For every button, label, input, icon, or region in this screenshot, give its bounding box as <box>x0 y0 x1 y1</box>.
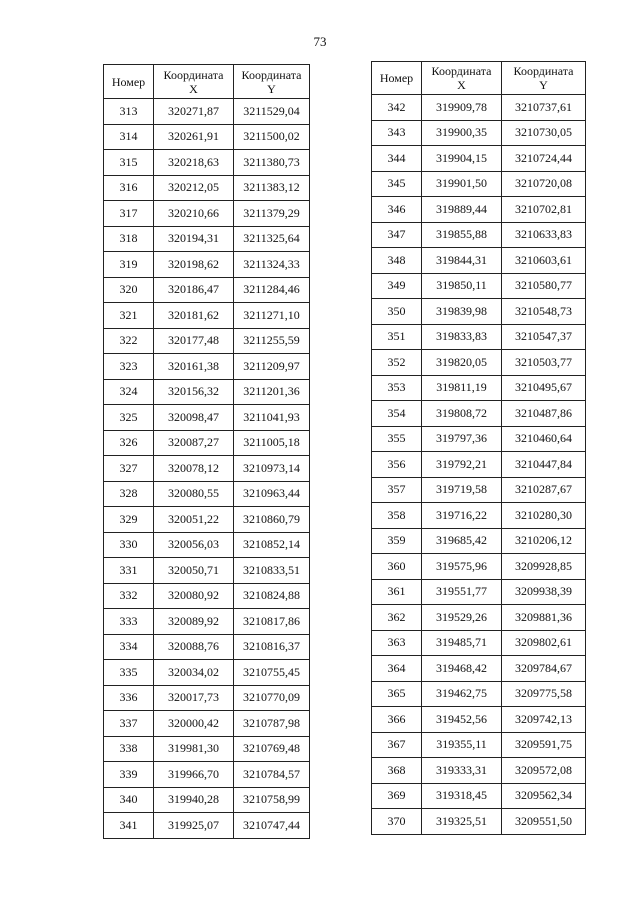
coord-y-cell: 3209742,13 <box>502 707 586 733</box>
header-number-label: Номер <box>111 74 146 89</box>
coord-y-cell: 3211271,10 <box>234 303 310 329</box>
coord-x-cell: 320051,22 <box>154 507 234 533</box>
point-number-cell: 329 <box>104 507 154 533</box>
coord-y-cell: 3210547,37 <box>502 324 586 350</box>
coord-y-cell: 3210755,45 <box>234 660 310 686</box>
coord-x-cell: 320088,76 <box>154 634 234 660</box>
coord-y-cell: 3209802,61 <box>502 630 586 656</box>
table-row <box>104 481 310 507</box>
coord-y-cell: 3210758,99 <box>234 787 310 813</box>
header-coord-x <box>154 65 234 99</box>
coord-x-cell: 319839,98 <box>422 299 502 325</box>
table-row <box>372 758 586 784</box>
coord-x-cell: 320194,31 <box>154 226 234 252</box>
point-number-cell: 348 <box>372 248 422 274</box>
coord-x-cell: 320198,62 <box>154 252 234 278</box>
coord-y-cell: 3210287,67 <box>502 477 586 503</box>
coord-y-cell: 3211325,64 <box>234 226 310 252</box>
header-coord-x-line1: Координата <box>163 67 224 82</box>
coord-x-cell: 319318,45 <box>422 783 502 809</box>
table-row <box>372 452 586 478</box>
coord-x-cell: 320161,38 <box>154 354 234 380</box>
coord-y-cell: 3209938,39 <box>502 579 586 605</box>
point-number-cell: 350 <box>372 299 422 325</box>
table-row <box>104 379 310 405</box>
coord-x-cell: 320089,92 <box>154 609 234 635</box>
header-number <box>372 62 422 95</box>
point-number-cell: 346 <box>372 197 422 223</box>
point-number-cell: 332 <box>104 583 154 609</box>
coord-y-cell: 3211500,02 <box>234 124 310 150</box>
table-row <box>104 405 310 431</box>
point-number-cell: 345 <box>372 171 422 197</box>
coord-x-cell: 319716,22 <box>422 503 502 529</box>
coord-y-cell: 3211379,29 <box>234 201 310 227</box>
coord-x-cell: 319844,31 <box>422 248 502 274</box>
coord-x-cell: 320186,47 <box>154 277 234 303</box>
coord-y-cell: 3209784,67 <box>502 656 586 682</box>
coord-x-cell: 319855,88 <box>422 222 502 248</box>
point-number-cell: 363 <box>372 630 422 656</box>
coord-x-cell: 319940,28 <box>154 787 234 813</box>
table-row <box>104 609 310 635</box>
coord-x-cell: 319925,07 <box>154 813 234 839</box>
coord-x-cell: 320050,71 <box>154 558 234 584</box>
table-row <box>104 762 310 788</box>
coord-x-cell: 320098,47 <box>154 405 234 431</box>
coord-y-cell: 3209591,75 <box>502 732 586 758</box>
table-row <box>372 375 586 401</box>
point-number-cell: 352 <box>372 350 422 376</box>
table-row <box>104 201 310 227</box>
table-body-right <box>372 95 586 835</box>
header-number-label: Номер <box>379 71 414 85</box>
coord-x-cell: 319904,15 <box>422 146 502 172</box>
point-number-cell: 313 <box>104 99 154 125</box>
coord-x-cell: 320056,03 <box>154 532 234 558</box>
header-coord-x-line2: X <box>189 81 198 96</box>
table-row <box>372 503 586 529</box>
coord-x-cell: 319452,56 <box>422 707 502 733</box>
point-number-cell: 367 <box>372 732 422 758</box>
header-number <box>104 65 154 99</box>
coord-x-cell: 319808,72 <box>422 401 502 427</box>
coord-y-cell: 3210824,88 <box>234 583 310 609</box>
coord-x-cell: 320177,48 <box>154 328 234 354</box>
point-number-cell: 316 <box>104 175 154 201</box>
point-number-cell: 322 <box>104 328 154 354</box>
coord-x-cell: 319900,35 <box>422 120 502 146</box>
point-number-cell: 326 <box>104 430 154 456</box>
coord-y-cell: 3210460,64 <box>502 426 586 452</box>
coord-y-cell: 3211284,46 <box>234 277 310 303</box>
table-row <box>104 430 310 456</box>
table-row <box>104 150 310 176</box>
table-header-row <box>104 65 310 99</box>
table-row <box>104 532 310 558</box>
coord-x-cell: 320271,87 <box>154 99 234 125</box>
point-number-cell: 314 <box>104 124 154 150</box>
table-row <box>104 456 310 482</box>
point-number-cell: 364 <box>372 656 422 682</box>
coord-y-cell: 3210548,73 <box>502 299 586 325</box>
coord-x-cell: 319685,42 <box>422 528 502 554</box>
table-row <box>372 350 586 376</box>
table-row <box>372 528 586 554</box>
coord-y-cell: 3210737,61 <box>502 95 586 121</box>
coord-y-cell: 3209775,58 <box>502 681 586 707</box>
coord-x-cell: 320261,91 <box>154 124 234 150</box>
header-coord-y-line2: Y <box>267 81 276 96</box>
coord-y-cell: 3211005,18 <box>234 430 310 456</box>
point-number-cell: 325 <box>104 405 154 431</box>
point-number-cell: 337 <box>104 711 154 737</box>
coord-y-cell: 3210720,08 <box>502 171 586 197</box>
table-row <box>372 809 586 835</box>
point-number-cell: 315 <box>104 150 154 176</box>
point-number-cell: 340 <box>104 787 154 813</box>
table-row <box>104 787 310 813</box>
point-number-cell: 331 <box>104 558 154 584</box>
point-number-cell: 357 <box>372 477 422 503</box>
coord-x-cell: 320034,02 <box>154 660 234 686</box>
table-row <box>104 660 310 686</box>
point-number-cell: 330 <box>104 532 154 558</box>
coord-y-cell: 3210495,67 <box>502 375 586 401</box>
table-row <box>372 605 586 631</box>
point-number-cell: 351 <box>372 324 422 350</box>
table-row <box>372 707 586 733</box>
point-number-cell: 362 <box>372 605 422 631</box>
coord-x-cell: 320210,66 <box>154 201 234 227</box>
coord-x-cell: 319529,26 <box>422 605 502 631</box>
coord-y-cell: 3210447,84 <box>502 452 586 478</box>
header-coord-x-line1: Координата <box>431 64 492 78</box>
point-number-cell: 365 <box>372 681 422 707</box>
point-number-cell: 318 <box>104 226 154 252</box>
coord-y-cell: 3210860,79 <box>234 507 310 533</box>
coordinates-table-right <box>371 61 586 835</box>
point-number-cell: 370 <box>372 809 422 835</box>
coord-y-cell: 3210784,57 <box>234 762 310 788</box>
point-number-cell: 320 <box>104 277 154 303</box>
coord-x-cell: 319333,31 <box>422 758 502 784</box>
coord-y-cell: 3210724,44 <box>502 146 586 172</box>
table-row <box>104 277 310 303</box>
coord-x-cell: 319355,11 <box>422 732 502 758</box>
table-row <box>372 299 586 325</box>
table-row <box>104 124 310 150</box>
point-number-cell: 317 <box>104 201 154 227</box>
table-row <box>104 252 310 278</box>
coord-x-cell: 319833,83 <box>422 324 502 350</box>
header-coord-x <box>422 62 502 95</box>
table-row <box>372 579 586 605</box>
point-number-cell: 328 <box>104 481 154 507</box>
table-row <box>372 95 586 121</box>
coord-x-cell: 319850,11 <box>422 273 502 299</box>
table-body-left <box>104 99 310 839</box>
coord-x-cell: 319909,78 <box>422 95 502 121</box>
table-row <box>104 507 310 533</box>
coord-x-cell: 319719,58 <box>422 477 502 503</box>
coord-y-cell: 3210730,05 <box>502 120 586 146</box>
table-row <box>372 120 586 146</box>
coord-x-cell: 319575,96 <box>422 554 502 580</box>
coord-x-cell: 320156,32 <box>154 379 234 405</box>
table-row <box>104 583 310 609</box>
point-number-cell: 333 <box>104 609 154 635</box>
table-row <box>372 630 586 656</box>
point-number-cell: 323 <box>104 354 154 380</box>
coord-x-cell: 320078,12 <box>154 456 234 482</box>
table-row <box>104 175 310 201</box>
coord-x-cell: 319981,30 <box>154 736 234 762</box>
coord-y-cell: 3209881,36 <box>502 605 586 631</box>
table-row <box>104 328 310 354</box>
table-row <box>372 146 586 172</box>
table-row <box>372 783 586 809</box>
coord-y-cell: 3210963,44 <box>234 481 310 507</box>
header-coord-x-line2: X <box>457 78 466 92</box>
coord-x-cell: 319462,75 <box>422 681 502 707</box>
header-coord-y-line1: Координата <box>513 64 574 78</box>
coord-x-cell: 320000,42 <box>154 711 234 737</box>
table-header-row <box>372 62 586 95</box>
coord-x-cell: 319468,42 <box>422 656 502 682</box>
coord-y-cell: 3210580,77 <box>502 273 586 299</box>
table-row <box>104 303 310 329</box>
point-number-cell: 366 <box>372 707 422 733</box>
point-number-cell: 344 <box>372 146 422 172</box>
coord-y-cell: 3210747,44 <box>234 813 310 839</box>
table-row <box>372 197 586 223</box>
coord-x-cell: 319966,70 <box>154 762 234 788</box>
point-number-cell: 361 <box>372 579 422 605</box>
point-number-cell: 327 <box>104 456 154 482</box>
coord-y-cell: 3210833,51 <box>234 558 310 584</box>
table-row <box>104 813 310 839</box>
point-number-cell: 319 <box>104 252 154 278</box>
coord-x-cell: 319485,71 <box>422 630 502 656</box>
coord-y-cell: 3209562,34 <box>502 783 586 809</box>
table-row <box>104 685 310 711</box>
point-number-cell: 338 <box>104 736 154 762</box>
coord-y-cell: 3210973,14 <box>234 456 310 482</box>
header-coord-y <box>234 65 310 99</box>
point-number-cell: 359 <box>372 528 422 554</box>
coord-x-cell: 319325,51 <box>422 809 502 835</box>
table-row <box>372 324 586 350</box>
coord-y-cell: 3210603,61 <box>502 248 586 274</box>
coord-x-cell: 319811,19 <box>422 375 502 401</box>
point-number-cell: 335 <box>104 660 154 686</box>
table-row <box>372 171 586 197</box>
table-row <box>372 477 586 503</box>
point-number-cell: 355 <box>372 426 422 452</box>
point-number-cell: 343 <box>372 120 422 146</box>
table-row <box>104 736 310 762</box>
coord-y-cell: 3211255,59 <box>234 328 310 354</box>
point-number-cell: 339 <box>104 762 154 788</box>
point-number-cell: 347 <box>372 222 422 248</box>
table-row <box>372 656 586 682</box>
point-number-cell: 349 <box>372 273 422 299</box>
coord-x-cell: 320218,63 <box>154 150 234 176</box>
point-number-cell: 356 <box>372 452 422 478</box>
coord-x-cell: 319820,05 <box>422 350 502 376</box>
table-row <box>104 354 310 380</box>
coord-x-cell: 320212,05 <box>154 175 234 201</box>
coord-y-cell: 3211383,12 <box>234 175 310 201</box>
coord-x-cell: 320080,55 <box>154 481 234 507</box>
table-row <box>104 99 310 125</box>
header-coord-y-line2: Y <box>539 78 548 92</box>
coord-y-cell: 3211201,36 <box>234 379 310 405</box>
coord-y-cell: 3209572,08 <box>502 758 586 784</box>
point-number-cell: 341 <box>104 813 154 839</box>
table-row <box>372 248 586 274</box>
point-number-cell: 342 <box>372 95 422 121</box>
coord-y-cell: 3210770,09 <box>234 685 310 711</box>
coord-y-cell: 3210280,30 <box>502 503 586 529</box>
coord-y-cell: 3209928,85 <box>502 554 586 580</box>
coord-y-cell: 3210852,14 <box>234 532 310 558</box>
coord-x-cell: 319792,21 <box>422 452 502 478</box>
table-row <box>104 711 310 737</box>
table-row <box>372 681 586 707</box>
header-coord-y <box>502 62 586 95</box>
coord-y-cell: 3210487,86 <box>502 401 586 427</box>
coord-x-cell: 319551,77 <box>422 579 502 605</box>
table-row <box>372 426 586 452</box>
table-row <box>372 401 586 427</box>
coord-x-cell: 319889,44 <box>422 197 502 223</box>
point-number-cell: 336 <box>104 685 154 711</box>
coord-x-cell: 320087,27 <box>154 430 234 456</box>
coord-x-cell: 319797,36 <box>422 426 502 452</box>
table-row <box>372 222 586 248</box>
coord-y-cell: 3210787,98 <box>234 711 310 737</box>
point-number-cell: 354 <box>372 401 422 427</box>
point-number-cell: 321 <box>104 303 154 329</box>
coord-y-cell: 3211380,73 <box>234 150 310 176</box>
coord-y-cell: 3211041,93 <box>234 405 310 431</box>
point-number-cell: 358 <box>372 503 422 529</box>
coord-x-cell: 320017,73 <box>154 685 234 711</box>
table-row <box>372 554 586 580</box>
header-coord-y-line1: Координата <box>241 67 302 82</box>
point-number-cell: 368 <box>372 758 422 784</box>
table-row <box>372 273 586 299</box>
table-row <box>372 732 586 758</box>
coord-y-cell: 3210816,37 <box>234 634 310 660</box>
point-number-cell: 353 <box>372 375 422 401</box>
table-row <box>104 226 310 252</box>
coord-y-cell: 3211209,97 <box>234 354 310 380</box>
coord-y-cell: 3211324,33 <box>234 252 310 278</box>
coord-y-cell: 3210633,83 <box>502 222 586 248</box>
coord-y-cell: 3210702,81 <box>502 197 586 223</box>
point-number-cell: 334 <box>104 634 154 660</box>
coord-x-cell: 320181,62 <box>154 303 234 329</box>
table-row <box>104 558 310 584</box>
coord-y-cell: 3210206,12 <box>502 528 586 554</box>
coord-y-cell: 3210817,86 <box>234 609 310 635</box>
coord-y-cell: 3211529,04 <box>234 99 310 125</box>
coord-y-cell: 3210503,77 <box>502 350 586 376</box>
coord-y-cell: 3209551,50 <box>502 809 586 835</box>
coord-y-cell: 3210769,48 <box>234 736 310 762</box>
page-number: 73 <box>313 34 327 49</box>
point-number-cell: 369 <box>372 783 422 809</box>
coord-x-cell: 319901,50 <box>422 171 502 197</box>
coord-x-cell: 320080,92 <box>154 583 234 609</box>
table-row <box>104 634 310 660</box>
coordinates-table-left <box>103 64 310 839</box>
point-number-cell: 360 <box>372 554 422 580</box>
point-number-cell: 324 <box>104 379 154 405</box>
